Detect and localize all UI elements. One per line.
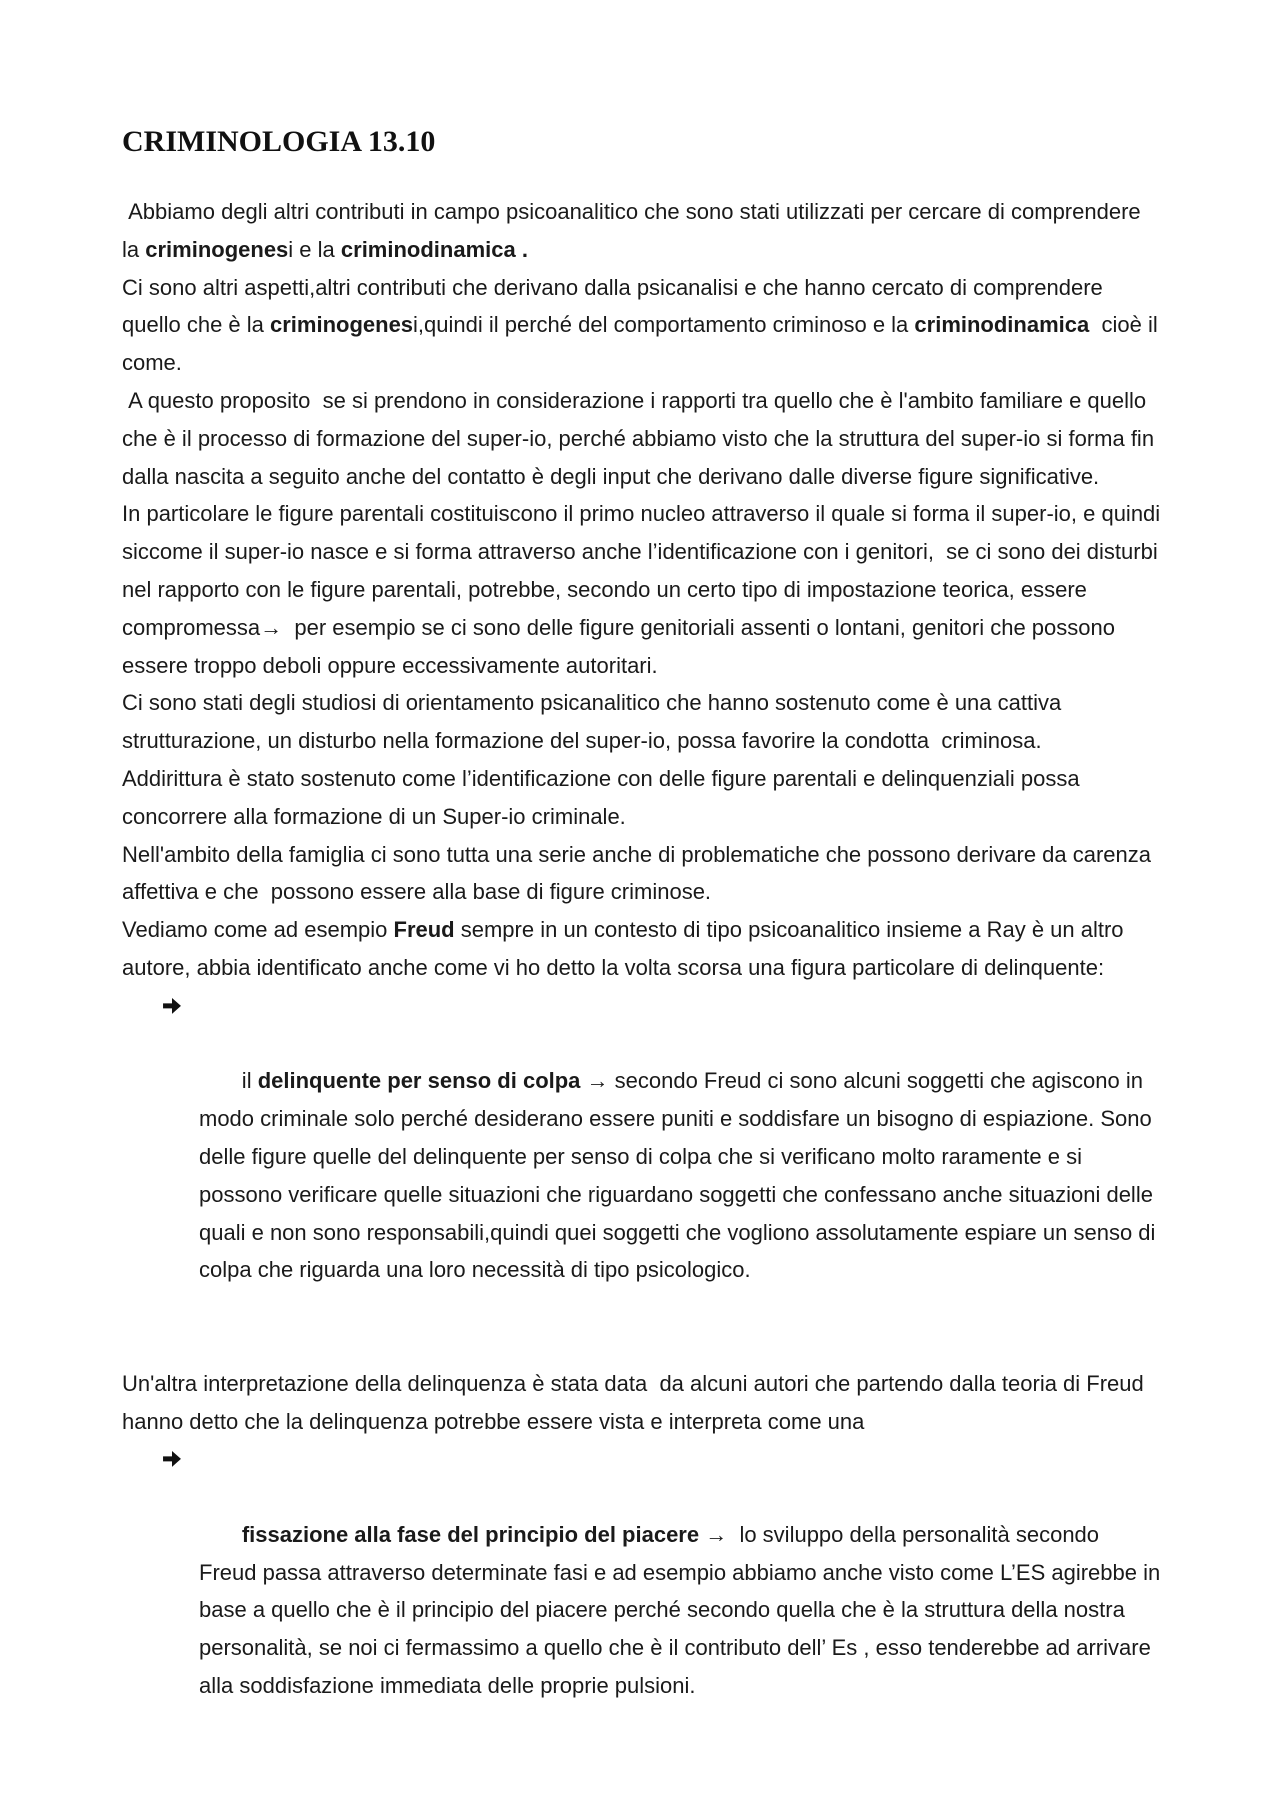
document-title: CRIMINOLOGIA 13.10 — [122, 125, 436, 158]
right-arrow-icon — [160, 987, 184, 1025]
text-run: → secondo Freud ci sono alcuni soggetti che agiscono in modo criminale solo perché desiderano essere puniti e soddisfare un bisogno di espiazione. Sono delle figure quelle del delinquente per senso di colpa che si verificano molto raramente e si possono verificare quelle situazioni che riguardano soggetti che confessano anche situazioni delle quali e non sono responsabili,quindi quei soggetti che vogliono assolutamente espiare un senso di colpa che riguarda una loro necessità di tipo psicologico. — [199, 1068, 1162, 1283]
bullet-text — [199, 1068, 1162, 1282]
paragraph — [122, 836, 1162, 912]
document-body — [122, 193, 1167, 1743]
blank-line — [122, 1327, 1162, 1365]
paragraph — [122, 269, 1162, 382]
text-run: Un'altra interpretazione della delinquenza è stata data da alcuni autori che partendo dalla teoria di Freud hanno detto che la delinquenza potrebbe essere vista e interpreta come una — [122, 1370, 1150, 1434]
bullet-item — [122, 987, 1162, 1327]
text-run: cioè il come. — [122, 312, 1164, 376]
bold-text: criminogenes — [145, 236, 289, 262]
text-run: i,quindi il perché del comportamento criminoso e la — [413, 312, 915, 338]
text-run: Ci sono altri aspetti,altri contributi che derivano dalla psicanalisi e che hanno cercato di comprendere quello che è la — [122, 274, 1109, 338]
paragraph — [122, 382, 1162, 495]
text-run: → lo sviluppo della personalità secondo Freud passa attraverso determinate fasi e ad esempio abbiamo anche visto come L’ES agirebbe in base a quello che è il principio del piacere perché secondo quella che è la struttura della nostra personalità, se noi ci fermassimo a quello che è il contributo dell’ Es , esso tenderebbe ad arrivare alla soddisfazione immediata delle proprie pulsioni. — [199, 1521, 1167, 1699]
bold-text: criminodinamica . — [340, 236, 528, 262]
right-arrow-icon — [160, 1440, 184, 1478]
text-run: i e la — [288, 236, 341, 262]
text-run: A questo proposito se si prendono in considerazione i rapporti tra quello che è l'ambito familiare e quello che è il processo di formazione del super-io, perché abbiamo visto che la struttura del super-io si forma fin dalla nascita a seguito anche del contatto è degli input che derivano dalle diverse figure significative. — [122, 387, 1161, 489]
text-run: il — [235, 1068, 258, 1094]
paragraph — [122, 495, 1167, 684]
bold-text: criminodinamica — [914, 312, 1090, 338]
bold-text: criminogenes — [270, 312, 414, 338]
bold-text: fissazione alla fase del principio del piacere — [241, 1521, 700, 1547]
bullet-text — [199, 1522, 1166, 1698]
paragraph — [122, 1365, 1162, 1441]
text-run: In particolare le figure parentali costituiscono il primo nucleo attraverso il quale si forma il super-io, e quindi siccome il super-io nasce e si forma attraverso anche l’identificazione con i genitori, se ci sono dei disturbi nel rapporto con le figure parentali, potrebbe, secondo un certo tipo di impostazione teorica, essere compromessa→ per esempio se ci sono delle figure genitoriali assenti o lontani, genitori che possono essere troppo deboli oppure eccessivamente autoritari. — [122, 501, 1167, 678]
text-run: sempre in un contesto di tipo psicoanalitico insieme a Ray è un altro autore, abbia identificato anche come vi ho detto la volta scorsa una figura particolare di delinquente: — [122, 917, 1130, 980]
paragraph — [122, 760, 1162, 836]
text-run: Ci sono stati degli studiosi di orientamento psicanalitico che hanno sostenuto come è una cattiva strutturazione, un disturbo nella formazione del super-io, possa favorire la condotta criminosa. — [122, 690, 1068, 754]
paragraph — [122, 193, 1162, 269]
paragraph — [122, 911, 1162, 987]
text-run: Vediamo come ad esempio — [122, 917, 394, 943]
bold-text: delinquente per senso di colpa — [257, 1068, 581, 1094]
text-run: Addirittura è stato sostenuto come l’identificazione con delle figure parentali e delinquenziali possa concorrere alla formazione di un Super-io criminale. — [122, 765, 1086, 829]
bold-text: Freud — [393, 917, 455, 943]
paragraph — [122, 684, 1162, 760]
text-run: Abbiamo degli altri contributi in campo psicoanalitico che sono stati utilizzati per cercare di comprendere la — [122, 199, 1147, 262]
text-run: Nell'ambito della famiglia ci sono tutta una serie anche di problematiche che possono derivare da carenza affettiva e che possono essere alla base di figure criminose. — [122, 841, 1158, 905]
bullet-item — [122, 1440, 1167, 1742]
